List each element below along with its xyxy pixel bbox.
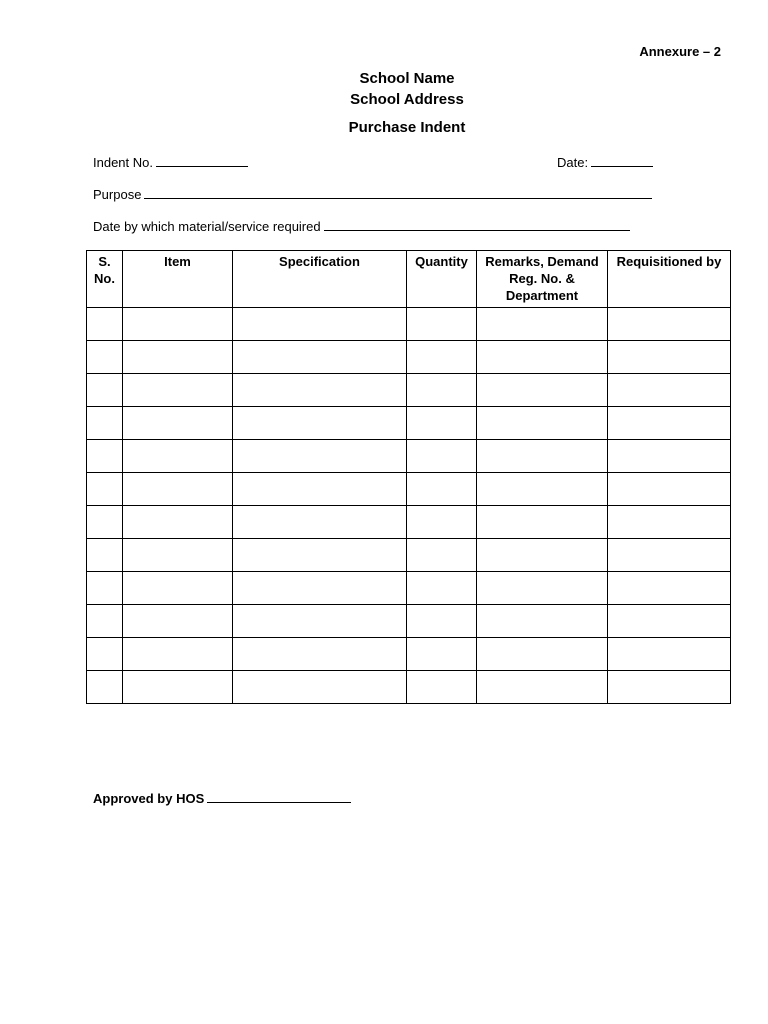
table-cell[interactable] <box>477 572 608 605</box>
table-cell[interactable] <box>407 605 477 638</box>
table-cell[interactable] <box>608 341 731 374</box>
table-row <box>87 341 731 374</box>
table-cell[interactable] <box>233 506 407 539</box>
table-cell[interactable] <box>477 341 608 374</box>
school-address: School Address <box>350 91 464 108</box>
date-blank[interactable] <box>591 154 653 167</box>
table-cell[interactable] <box>407 473 477 506</box>
table-cell[interactable] <box>233 539 407 572</box>
table-cell[interactable] <box>407 671 477 704</box>
table-cell[interactable] <box>233 638 407 671</box>
table-cell[interactable] <box>608 506 731 539</box>
table-cell[interactable] <box>123 506 233 539</box>
table-body <box>87 308 731 704</box>
table-cell[interactable] <box>87 671 123 704</box>
table-cell[interactable] <box>123 605 233 638</box>
table-row <box>87 572 731 605</box>
table-cell[interactable] <box>407 341 477 374</box>
table-cell[interactable] <box>233 407 407 440</box>
approved-field[interactable] <box>93 790 351 806</box>
table-cell[interactable] <box>123 638 233 671</box>
table-cell[interactable] <box>407 572 477 605</box>
table-cell[interactable] <box>233 473 407 506</box>
table-cell[interactable] <box>407 440 477 473</box>
table-cell[interactable] <box>608 605 731 638</box>
table-row <box>87 671 731 704</box>
table-cell[interactable] <box>87 440 123 473</box>
purpose-field[interactable] <box>93 186 652 202</box>
purpose-label: Purpose <box>93 187 142 202</box>
table-cell[interactable] <box>123 341 233 374</box>
required-date-label: Date by which material/service required <box>93 219 321 234</box>
table-cell[interactable] <box>233 374 407 407</box>
required-date-blank[interactable] <box>324 218 630 231</box>
indent-no-blank[interactable] <box>156 154 248 167</box>
table-row <box>87 374 731 407</box>
table-cell[interactable] <box>233 308 407 341</box>
table-cell[interactable] <box>608 638 731 671</box>
table-row <box>87 506 731 539</box>
table-cell[interactable] <box>87 572 123 605</box>
table-cell[interactable] <box>123 308 233 341</box>
table-row <box>87 638 731 671</box>
table-cell[interactable] <box>233 671 407 704</box>
table-cell[interactable] <box>477 638 608 671</box>
table-cell[interactable] <box>608 374 731 407</box>
table-cell[interactable] <box>123 374 233 407</box>
table-cell[interactable] <box>407 539 477 572</box>
table-row <box>87 473 731 506</box>
table-cell[interactable] <box>123 407 233 440</box>
table-row <box>87 605 731 638</box>
indent-no-field[interactable] <box>93 154 248 170</box>
table-cell[interactable] <box>608 308 731 341</box>
table-cell[interactable] <box>477 407 608 440</box>
table-cell[interactable] <box>123 572 233 605</box>
date-label: Date: <box>557 155 589 170</box>
school-name: School Name <box>359 70 455 87</box>
table-cell[interactable] <box>407 407 477 440</box>
approved-blank[interactable] <box>207 790 351 803</box>
table-cell[interactable] <box>477 374 608 407</box>
col-remarks: Remarks, Demand Reg. No. & Department <box>477 251 608 308</box>
table-cell[interactable] <box>87 473 123 506</box>
table-cell[interactable] <box>477 605 608 638</box>
table-cell[interactable] <box>233 341 407 374</box>
form-title: Purchase Indent <box>348 119 466 136</box>
table-cell[interactable] <box>608 473 731 506</box>
table-cell[interactable] <box>477 440 608 473</box>
table-cell[interactable] <box>87 638 123 671</box>
table-cell[interactable] <box>87 374 123 407</box>
table-cell[interactable] <box>608 440 731 473</box>
table-cell[interactable] <box>123 473 233 506</box>
col-item: Item <box>123 251 233 308</box>
table-cell[interactable] <box>87 407 123 440</box>
table-header-row <box>87 251 731 308</box>
table-cell[interactable] <box>407 374 477 407</box>
table-cell[interactable] <box>123 539 233 572</box>
table-cell[interactable] <box>233 440 407 473</box>
table-cell[interactable] <box>87 605 123 638</box>
table-cell[interactable] <box>233 572 407 605</box>
table-cell[interactable] <box>477 539 608 572</box>
table-cell[interactable] <box>233 605 407 638</box>
table-cell[interactable] <box>608 539 731 572</box>
col-specification: Specification <box>233 251 407 308</box>
table-cell[interactable] <box>608 572 731 605</box>
approved-label: Approved by HOS <box>93 791 205 806</box>
table-cell[interactable] <box>477 506 608 539</box>
table-row <box>87 539 731 572</box>
table-cell[interactable] <box>477 671 608 704</box>
col-requisitioned-by: Requisitioned by <box>608 251 731 308</box>
col-quantity: Quantity <box>407 251 477 308</box>
table-cell[interactable] <box>87 308 123 341</box>
table-cell[interactable] <box>87 539 123 572</box>
table-cell[interactable] <box>407 638 477 671</box>
table-cell[interactable] <box>477 308 608 341</box>
table-row <box>87 407 731 440</box>
annexure-label: Annexure – 2 <box>639 44 721 59</box>
table-cell[interactable] <box>123 440 233 473</box>
table-cell[interactable] <box>407 506 477 539</box>
indent-table <box>86 250 731 704</box>
table-row <box>87 440 731 473</box>
col-s-no: S. No. <box>87 251 123 308</box>
table-cell[interactable] <box>407 308 477 341</box>
date-field[interactable] <box>557 154 653 170</box>
table-cell[interactable] <box>87 341 123 374</box>
purpose-blank[interactable] <box>144 186 652 199</box>
indent-no-label: Indent No. <box>93 155 153 170</box>
table-cell[interactable] <box>608 407 731 440</box>
table-row <box>87 308 731 341</box>
table-cell[interactable] <box>87 506 123 539</box>
table-cell[interactable] <box>608 671 731 704</box>
table-cell[interactable] <box>477 473 608 506</box>
required-date-field[interactable] <box>93 218 630 234</box>
table-cell[interactable] <box>123 671 233 704</box>
